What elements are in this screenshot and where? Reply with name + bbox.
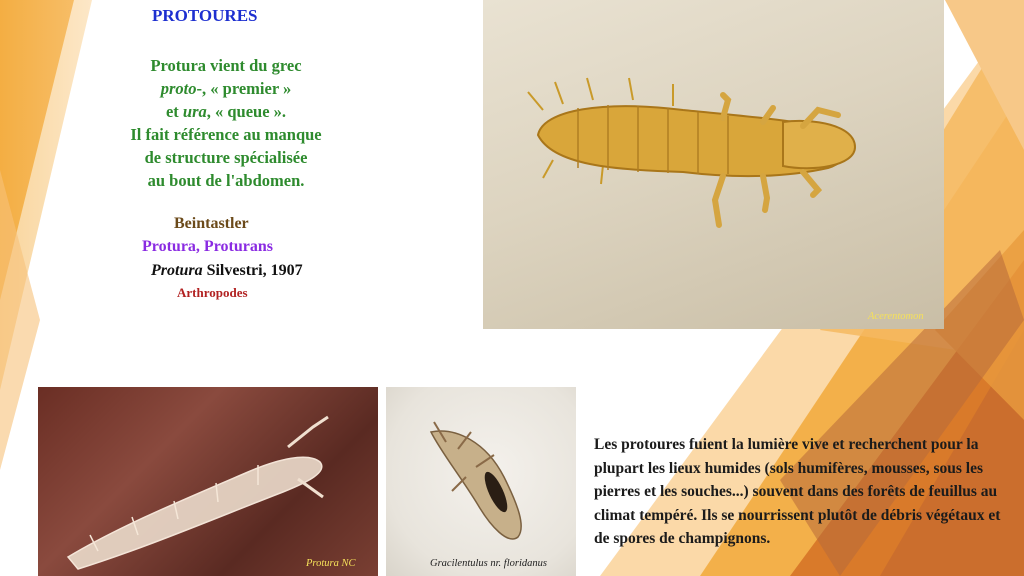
caption-protura-nc: Protura NC bbox=[306, 558, 356, 569]
english-name: Protura, Proturans bbox=[142, 238, 273, 255]
etymology-line-2 bbox=[96, 77, 356, 100]
page-title: PROTOURES bbox=[152, 6, 258, 25]
etymology-line-4: Il fait référence au manque bbox=[130, 125, 322, 144]
caption-acerentomon: Acerentomon bbox=[868, 311, 924, 322]
photo-acerentomon bbox=[483, 0, 944, 329]
photo-gracilentulus bbox=[386, 387, 576, 576]
etymology-line-1: Protura vient du grec bbox=[150, 56, 302, 75]
scientific-authority: Silvestri, 1907 bbox=[202, 262, 303, 279]
gracilentulus-insect-drawing bbox=[386, 387, 576, 576]
scientific-name bbox=[151, 262, 303, 280]
etymology-ura-word: ura bbox=[182, 102, 207, 121]
etymology-line-5: de structure spécialisée bbox=[144, 148, 308, 167]
etymology-proto-meaning: -, « premier » bbox=[196, 79, 292, 98]
scientific-genus: Protura bbox=[151, 262, 203, 279]
etymology-line-3 bbox=[96, 100, 356, 123]
german-name: Beintastler bbox=[174, 215, 249, 232]
etymology-et: et bbox=[165, 102, 183, 121]
protura-nc-insect-drawing bbox=[38, 387, 378, 576]
etymology-ura-meaning: , « queue ». bbox=[206, 102, 287, 121]
etymology-text bbox=[96, 54, 356, 192]
acerentomon-insect-drawing bbox=[483, 0, 944, 329]
photo-protura-nc bbox=[38, 387, 378, 576]
group-name: Arthropodes bbox=[177, 285, 248, 300]
etymology-proto-word: proto bbox=[160, 79, 197, 98]
etymology-line-6: au bout de l'abdomen. bbox=[147, 171, 305, 190]
caption-gracilentulus: Gracilentulus nr. floridanus bbox=[430, 558, 547, 569]
description-paragraph: Les protoures fuient la lumière vive et recherchent pour la plupart les lieux humides (sols humifères, mousses, sous les pierres et les souches...) souvent dans des forêts de feuillus au climat tempéré. Ils se nourrissent plutôt de débris végétaux et de spores de champignons. bbox=[594, 436, 1001, 548]
